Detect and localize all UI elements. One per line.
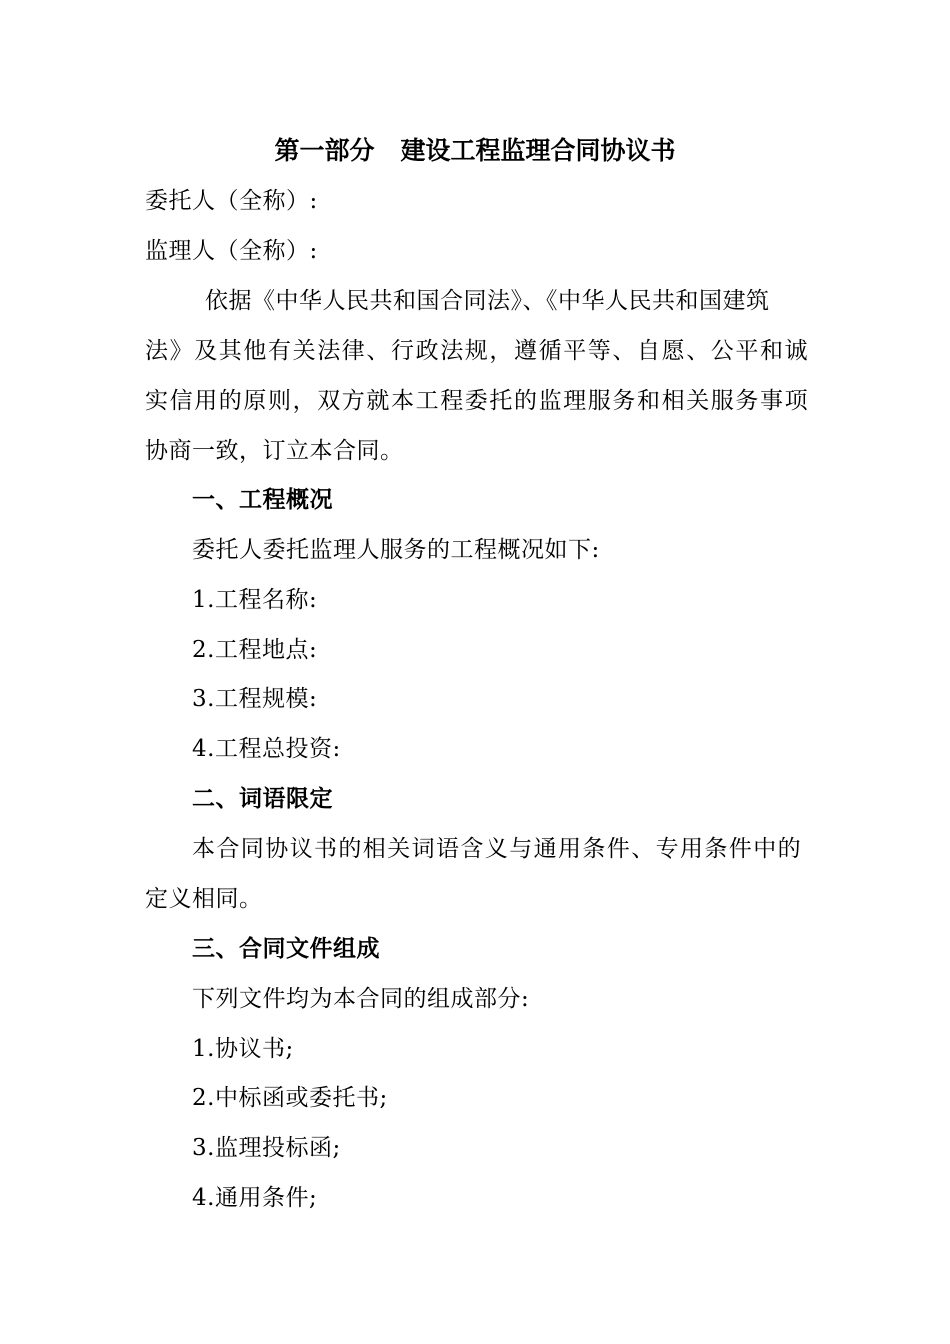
section-1-item: 2.工程地点:	[192, 637, 318, 663]
section-1-intro: 委托人委托监理人服务的工程概况如下:	[192, 537, 600, 563]
page-title: 第一部分 建设工程监理合同协议书	[274, 136, 676, 165]
supervisor-label: 监理人（全称）:	[145, 238, 318, 264]
section-3-item: 1.协议书;	[192, 1036, 294, 1062]
preamble-line-4: 协商一致，订立本合同。	[145, 438, 404, 464]
preamble-line-2: 法》及其他有关法律、行政法规，遵循平等、自愿、公平和诚	[145, 338, 810, 364]
preamble-line-3: 实信用的原则，双方就本工程委托的监理服务和相关服务事项	[145, 388, 810, 414]
section-3-item: 4.通用条件;	[192, 1185, 318, 1211]
section-2-body-line-2: 定义相同。	[145, 886, 263, 912]
section-3-item: 3.监理投标函;	[192, 1135, 341, 1161]
section-3-heading: 三、合同文件组成	[192, 936, 380, 962]
section-3-intro: 下列文件均为本合同的组成部分:	[192, 986, 530, 1012]
client-label: 委托人（全称）:	[145, 188, 318, 214]
section-3-item: 2.中标函或委托书;	[192, 1085, 388, 1111]
section-2-body-line-1: 本合同协议书的相关词语含义与通用条件、专用条件中的	[192, 836, 802, 862]
section-1-item: 1.工程名称:	[192, 587, 318, 613]
section-1-heading: 一、工程概况	[192, 487, 333, 513]
section-1-item: 3.工程规模:	[192, 686, 318, 712]
section-1-item: 4.工程总投资:	[192, 736, 341, 762]
preamble-line-1: 依据《中华人民共和国合同法》、《中华人民共和国建筑	[205, 288, 770, 314]
section-2-heading: 二、词语限定	[192, 786, 333, 812]
